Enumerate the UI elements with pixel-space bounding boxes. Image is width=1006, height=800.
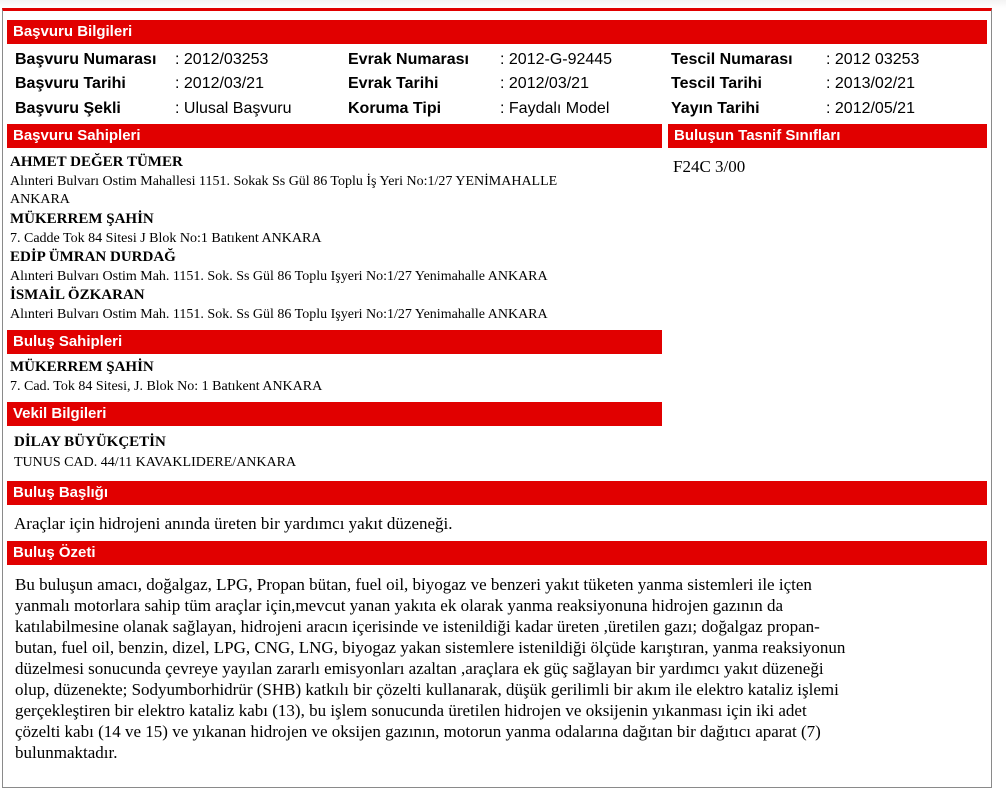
- field-label: Tescil Tarihi: [671, 75, 762, 92]
- field-value: : 2012/03/21: [500, 75, 589, 92]
- section-title: Buluş Özeti: [13, 544, 96, 561]
- field-value: : 2013/02/21: [826, 75, 915, 92]
- applicant-address: Alınteri Bulvarı Ostim Mah. 1151. Sok. Ss Gül 86 Toplu Işyeri No:1/27 Yenimahalle ANKARA: [10, 269, 548, 284]
- applicant-name: MÜKERREM ŞAHİN: [10, 211, 154, 227]
- section-title: Başvuru Sahipleri: [13, 127, 141, 144]
- section-title: Buluşun Tasnif Sınıfları: [674, 127, 841, 144]
- field-label: Evrak Numarası: [348, 51, 469, 68]
- summary-line: yanmalı motorlara sahip tüm araçlar için,mevcut yanan yakıta ek olarak yanma reaksiyonuna hidrojen gazının da: [15, 596, 784, 615]
- summary-line: katılabilmesine olanak sağlayan, hidrojeni aracın içerisinde ve istenildiği kadar üreten ,üretilen gazı; doğalgaz propan-: [15, 617, 820, 636]
- field-label: Başvuru Numarası: [15, 51, 157, 68]
- patent-record: [2, 8, 992, 788]
- summary-line: çözelti kabı (14 ve 15) ve yıkanan hidrojen ve oksijen gazının, motorun yanma odalarına dağıtan bir dağıtıcı aparat (7): [15, 722, 821, 741]
- section-title: Vekil Bilgileri: [13, 405, 107, 422]
- inventor-address: 7. Cad. Tok 84 Sitesi, J. Blok No: 1 Batıkent ANKARA: [10, 379, 323, 394]
- summary-line: gerçekleştiren bir elektro kataliz kabı (13), bu işlem sonucunda üretilen hidrojen ve oksijenin yıkanması için iki adet: [15, 701, 807, 720]
- section-header-summary: [7, 541, 987, 565]
- applicant-address: Alınteri Bulvarı Ostim Mahallesi 1151. Sokak Ss Gül 86 Toplu İş Yeri No:1/27 YENİMAHALLE: [10, 174, 558, 189]
- summary-line: düzelmesi sonucunda çevreye yayılan zararlı emisyonları azaltan ,araçlara ek güç sağlayan bir yardımcı yakıt düzeneği: [15, 659, 824, 678]
- top-strip: [0, 0, 1006, 8]
- summary-line: bulunmaktadır.: [15, 743, 118, 762]
- field-value: : 2012-G-92445: [500, 51, 613, 68]
- field-value: : 2012 03253: [826, 51, 920, 68]
- summary-line: butan, fuel oil, benzin, dizel, LPG, CNG, LNG, biyogaz yakan sistemlere istenildiği ölçüde karıştıran, yanma reaksiyonun: [15, 638, 846, 657]
- attorney-address: TUNUS CAD. 44/11 KAVAKLIDERE/ANKARA: [14, 455, 297, 470]
- field-value: : 2012/03/21: [175, 75, 264, 92]
- applicant-name: İSMAİL ÖZKARAN: [10, 287, 145, 303]
- field-label: Başvuru Şekli: [15, 100, 121, 117]
- inventor-name: MÜKERREM ŞAHİN: [10, 359, 154, 375]
- section-header-classification: [668, 124, 987, 148]
- section-header-inventors: [7, 330, 662, 354]
- applicant-name: EDİP ÜMRAN DURDAĞ: [10, 249, 176, 265]
- field-value: : 2012/05/21: [826, 100, 915, 117]
- applicant-address: 7. Cadde Tok 84 Sitesi J Blok No:1 Batıkent ANKARA: [10, 231, 322, 246]
- classification-code: F24C 3/00: [673, 157, 746, 176]
- field-value: : 2012/03253: [175, 51, 269, 68]
- applicant-address: Alınteri Bulvarı Ostim Mah. 1151. Sok. Ss Gül 86 Toplu Işyeri No:1/27 Yenimahalle ANKARA: [10, 307, 548, 322]
- section-header-applicants: [7, 124, 662, 148]
- field-label: Tescil Numarası: [671, 51, 793, 68]
- attorney-name: DİLAY BÜYÜKÇETİN: [14, 434, 166, 450]
- section-title: Buluş Sahipleri: [13, 333, 123, 350]
- field-label: Koruma Tipi: [348, 100, 442, 117]
- field-label: Başvuru Tarihi: [15, 75, 126, 92]
- field-value: : Ulusal Başvuru: [175, 100, 292, 117]
- field-value: : Faydalı Model: [500, 100, 610, 117]
- invention-summary: [15, 574, 987, 763]
- summary-line: Bu buluşun amacı, doğalgaz, LPG, Propan bütan, fuel oil, biyogaz ve benzeri yakıt tüketen yanma sistemleri ile içten: [15, 575, 812, 594]
- section-title: Buluş Başlığı: [13, 484, 109, 501]
- field-label: Yayın Tarihi: [671, 100, 760, 117]
- summary-line: olup, düzenekte; Sodyumborhidrür (SHB) katkılı bir çözelti kullanarak, düşük gerilimli bir akım ile elektro kataliz işlemi: [15, 680, 839, 699]
- section-header-attorney: [7, 402, 662, 426]
- applicant-name: AHMET DEĞER TÜMER: [10, 154, 183, 170]
- section-header-application-info: [7, 20, 987, 44]
- section-header-title: [7, 481, 987, 505]
- field-label: Evrak Tarihi: [348, 75, 439, 92]
- section-title: Başvuru Bilgileri: [13, 23, 133, 40]
- invention-title: Araçlar için hidrojeni anında üreten bir yardımcı yakıt düzeneği.: [14, 514, 453, 533]
- applicant-address: ANKARA: [10, 192, 70, 207]
